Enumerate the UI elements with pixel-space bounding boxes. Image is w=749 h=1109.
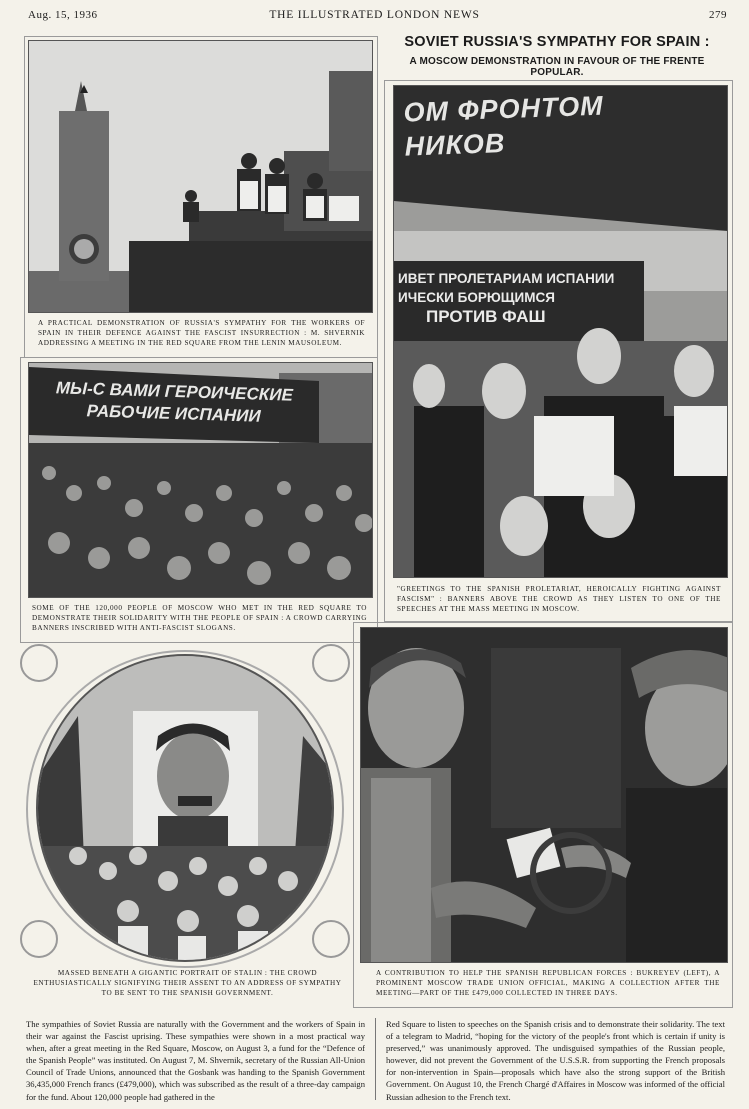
stalin-portrait-ornament-bottom-left [20, 920, 58, 958]
crowd-banner-caption: SOME OF THE 120,000 PEOPLE OF MOSCOW WHO MET IN THE RED SQUARE TO DEMONSTRATE THEIR SOLIDARITY WITH THE PEOPLE OF SPAIN : A CROWD CARRYING BANNERS INSCRIBED WITH ANTI-FASCIST SLOGANS. [32, 604, 367, 632]
stalin-portrait-image [38, 656, 334, 962]
listeners-mid-banner-line-3: ПРОТИВ ФАШ [426, 307, 546, 326]
subheadline: A MOSCOW DEMONSTRATION IN FAVOUR OF THE FRENTE POPULAR. [409, 56, 705, 78]
page-number: 279 [709, 9, 727, 21]
mausoleum-photo [28, 40, 373, 313]
collection-caption: A CONTRIBUTION TO HELP THE SPANISH REPUBLICAN FORCES : BUKREYEV (LEFT), A PROMINENT MOSCOW TRADE UNION OFFICIAL, MAKING A COLLECTION AFTER THE MEETING—PART OF THE £479,000 COLLECTED IN THREE DAYS. [376, 969, 720, 997]
crowd-banner-line-1: МЫ-С ВАМИ ГЕРОИЧЕСКИЕ [55, 378, 294, 405]
listeners-caption: "GREETINGS TO THE SPANISH PROLETARIAT, HEROICALLY FIGHTING AGAINST FASCISM" : BANNERS ABOVE THE CROWD AS THEY LISTEN TO ONE OF THE SPEECHES AT THE MASS MEETING IN MOSCOW. [397, 585, 721, 613]
listeners-top-banner [403, 85, 725, 164]
collection-photo [360, 627, 728, 963]
body-column-right: Red Square to listen to speeches on the Spanish crisis and to demonstrate their solidarity. The text of a telegram to Madrid, “hoping for the victory of the people's front which is certain if unity is preserved,” was unanimously approved. The undisguised sympathies of the Russian people, however, did not prevent the Government of the U.S.S.R. from supporting the French proposals for non-intervention in Spain—proposals which have also the strong support of the British Government. On August 10, the French Chargé d'Affaires in Moscow was informed of the official Russian adhesion to the French text. [386, 1019, 725, 1102]
stalin-portrait-photo [36, 654, 334, 962]
headline: SOVIET RUSSIA'S SYMPATHY FOR SPAIN : [404, 34, 710, 50]
masthead: THE ILLUSTRATED LONDON NEWS [269, 9, 480, 21]
listeners-mid-banner [398, 269, 643, 326]
stalin-portrait-ornament-top-right [312, 644, 350, 682]
listeners-mid-banner-line-2: ИЧЕСКИ БОРЮЩИМСЯ [398, 290, 555, 305]
collection-photo-image [361, 628, 728, 963]
listeners-mid-banner-line-1: ИВЕТ ПРОЛЕТАРИАМ ИСПАНИИ [398, 271, 615, 286]
crowd-banner-line-2: РАБОЧИЕ ИСПАНИИ [86, 401, 261, 426]
stalin-portrait-caption: MASSED BENEATH A GIGANTIC PORTRAIT OF STALIN : THE CROWD ENTHUSIASTICALLY SIGNIFYING THEIR ASSENT TO AN ADDRESS OF SYMPATHY TO BE SENT TO THE SPANISH GOVERNMENT. [33, 969, 342, 997]
listeners-top-banner-line-1: ОМ ФРОНТОМ [402, 90, 605, 128]
issue-date: Aug. 15, 1936 [28, 9, 98, 21]
crowd-banner-text [28, 376, 319, 429]
mausoleum-caption: A PRACTICAL DEMONSTRATION OF RUSSIA'S SYMPATHY FOR THE WORKERS OF SPAIN IN THEIR DEFENCE AGAINST THE FASCIST INSURRECTION : M. SHVERNIK ADDRESSING A MEETING IN THE RED SQUARE FROM THE LENIN MAUSOLEUM. [38, 319, 365, 347]
stalin-portrait-ornament-top-left [20, 644, 58, 682]
stalin-portrait-ornament-bottom-right [312, 920, 350, 958]
listeners-top-banner-line-2: НИКОВ [404, 128, 506, 162]
listeners-photo [393, 85, 728, 578]
column-divider [375, 1018, 376, 1100]
mausoleum-photo-image [29, 41, 373, 313]
body-column-left: The sympathies of Soviet Russia are naturally with the Government and the workers of Spain in their war against the Fascist uprising. These sympathies were shown in a most practical way when, after a great meeting in the Red Square, Moscow, on August 3, a fund for the “Defence of the Spanish People” was instituted. On August 7, M. Shvernik, secretary of the Russian All-Union Council of Trade Unions, announced that the Gosbank was handing to the Spanish Government 36,435,000 French francs (£479,000), which was subscribed as the result of a three-day campaign for the fund. About 120,000 people had gathered in the [26, 1019, 365, 1102]
crowd-banner-photo [28, 362, 373, 598]
